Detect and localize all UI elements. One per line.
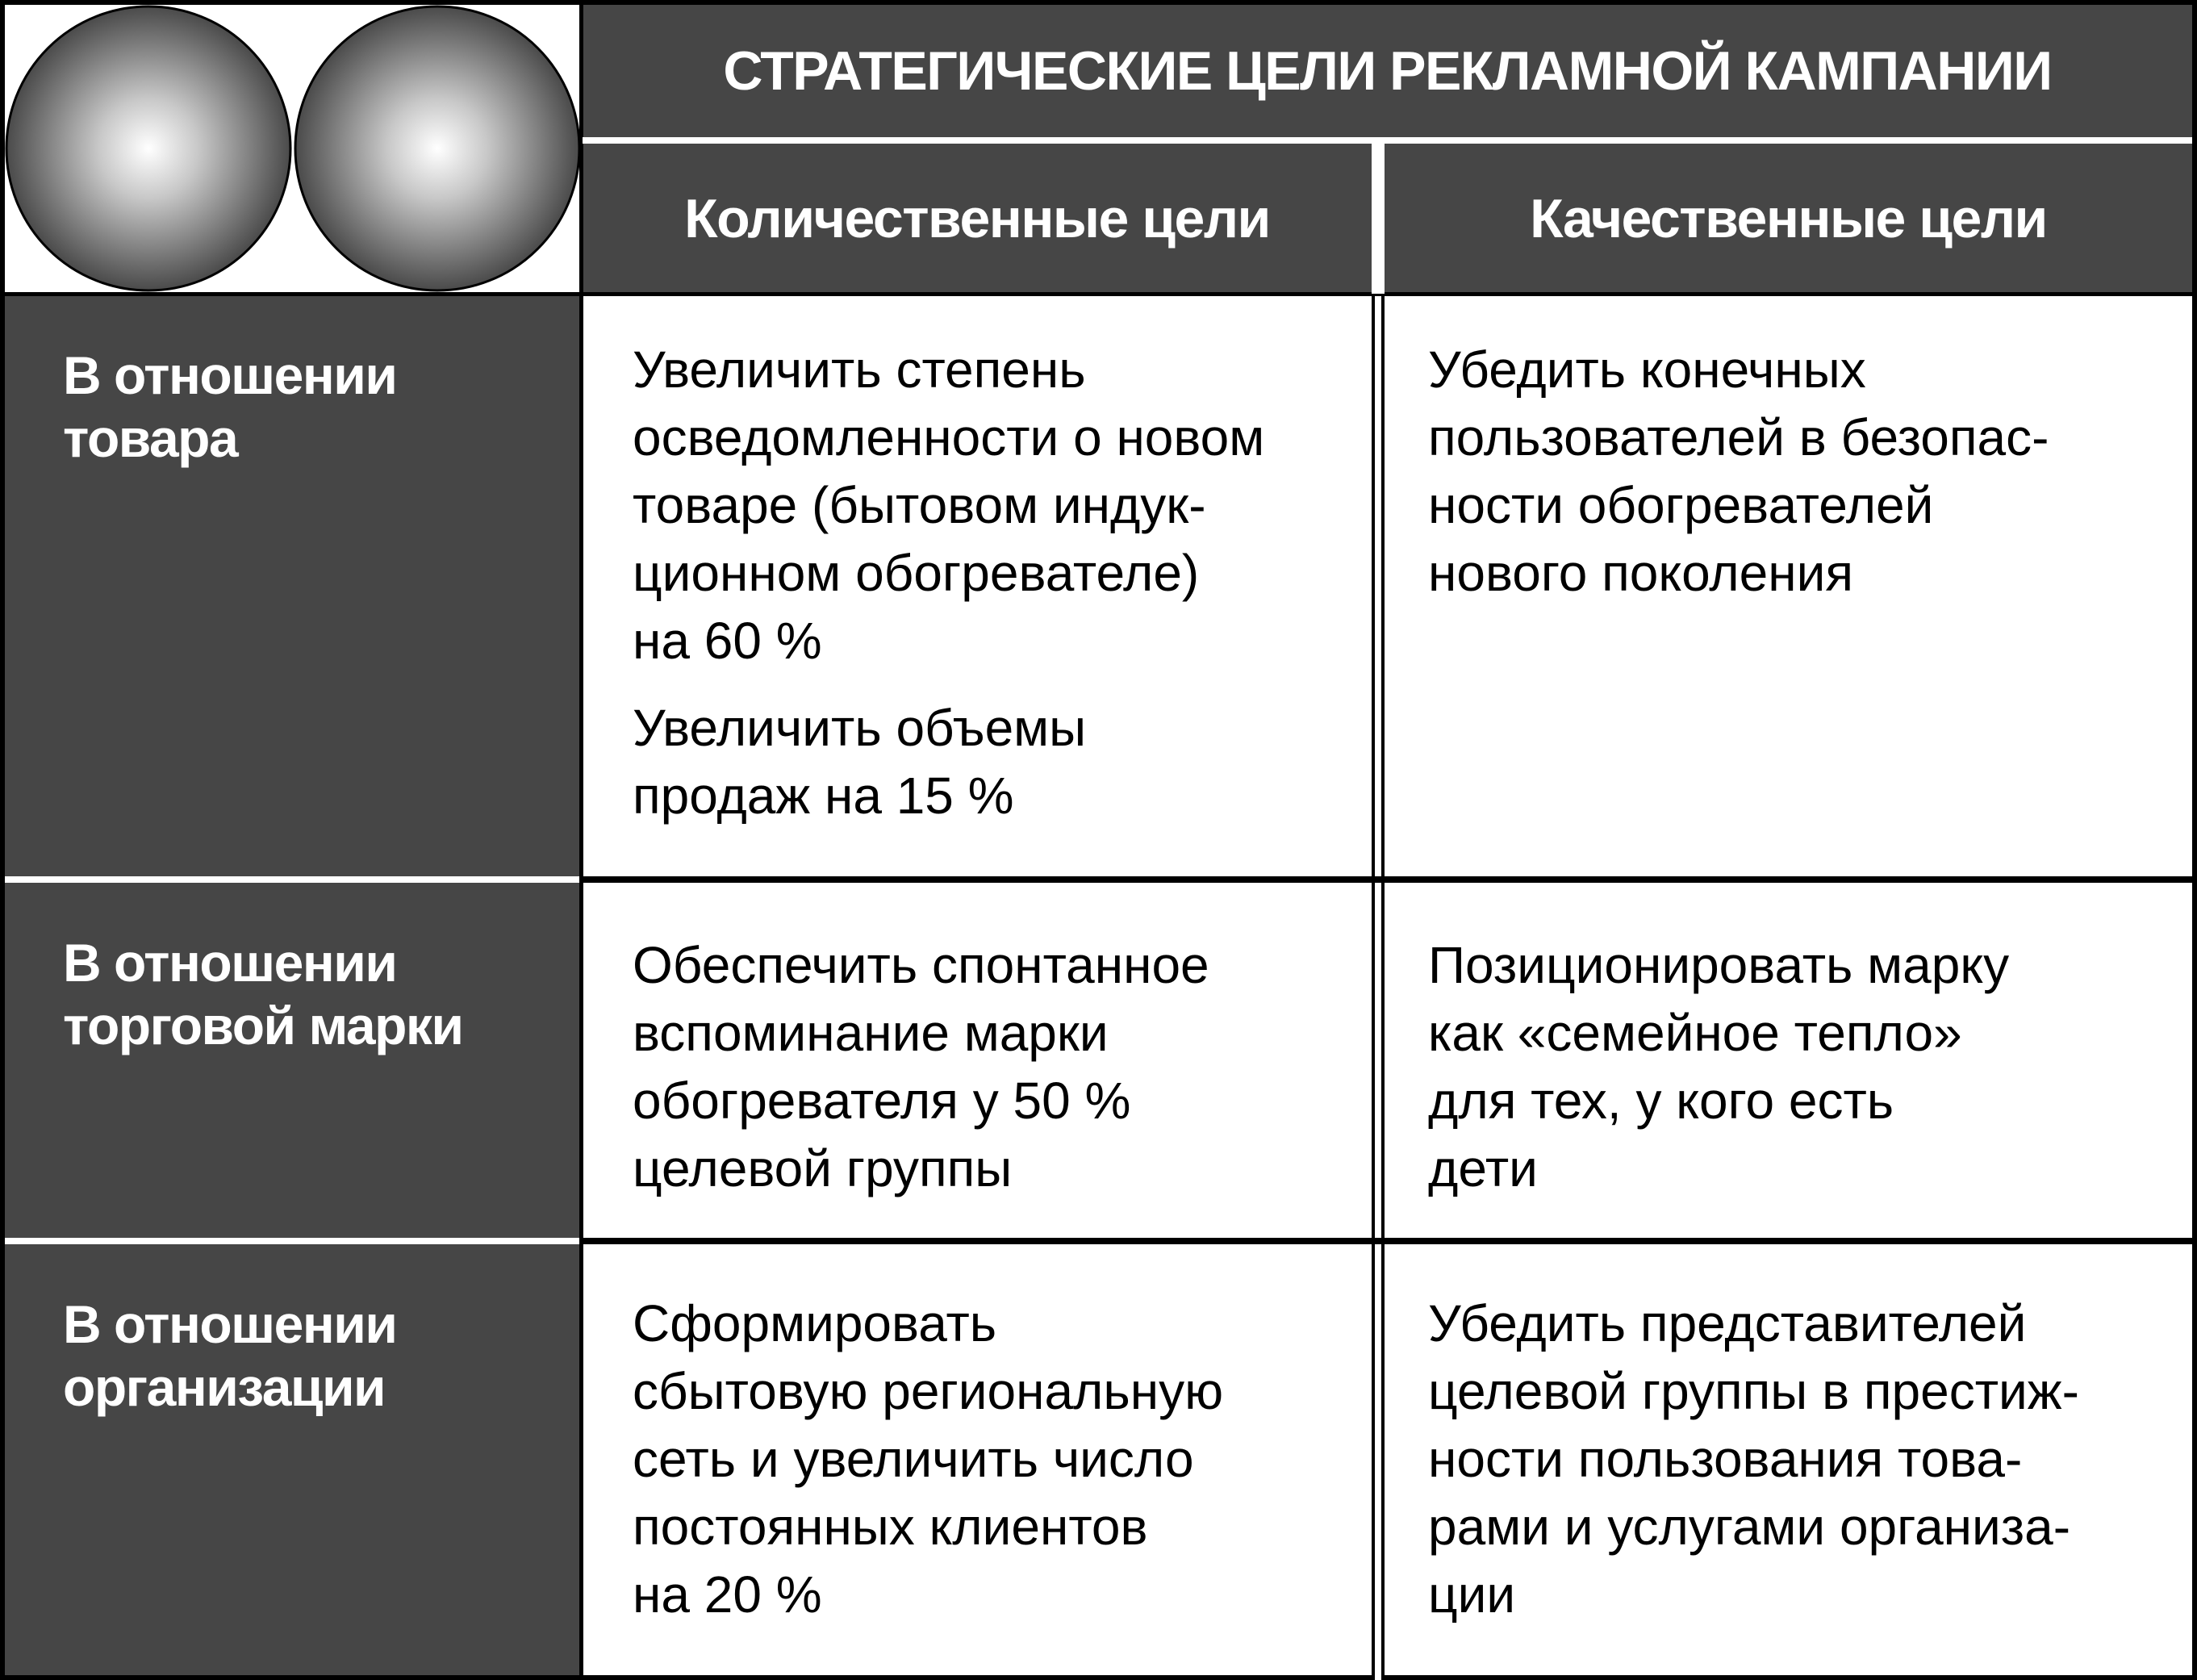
- text-line: целевой группы в престиж-: [1428, 1362, 2079, 1420]
- table-title: СТРАТЕГИЧЕСКИЕ ЦЕЛИ РЕКЛАМНОЙ КАМПАНИИ: [583, 5, 2192, 137]
- text-line: ности пользования това-: [1428, 1430, 2023, 1488]
- grid-vertical-2-edge-a: [1372, 295, 1375, 1680]
- cell-brand-quantitative: [583, 883, 1372, 1238]
- cell-product-qualitative: [1385, 295, 2192, 876]
- grid-border-bottom: [0, 1675, 2197, 1680]
- grid-horizontal-row1-b: [583, 880, 2192, 883]
- text-line: Убедить представителей: [1428, 1294, 2027, 1352]
- cell-organization-qualitative: [1385, 1244, 2192, 1675]
- text-line: Увеличить объемы: [633, 699, 1087, 757]
- paragraph-gap: [633, 675, 1355, 694]
- grid-horizontal-row2-b: [583, 1241, 2192, 1244]
- text-line: товаре (бытовом индук-: [633, 476, 1206, 534]
- text-line: на 20 %: [633, 1565, 822, 1624]
- row-header-brand: [5, 883, 581, 1238]
- grid-border-top: [0, 0, 2197, 5]
- cell-product-quantitative: [583, 295, 1372, 876]
- text-line: обогревателя у 50 %: [633, 1072, 1131, 1130]
- text-line: рами и услугами организа-: [1428, 1498, 2070, 1556]
- left-sphere-icon: [6, 6, 290, 290]
- text-line: пользователей в безопас-: [1428, 408, 2049, 466]
- text-line: на 60 %: [633, 612, 822, 670]
- row-header-line: товара: [63, 408, 238, 468]
- text-line: Сформировать: [633, 1294, 997, 1352]
- grid-border-right: [2192, 0, 2197, 1680]
- text-line: Позиционировать марку: [1428, 936, 2010, 994]
- text-line: как «семейное тепло»: [1428, 1004, 1962, 1062]
- row-header-organization: [5, 1244, 581, 1675]
- text-line: Убедить конечных: [1428, 341, 1866, 399]
- rowhead-white-separator-1: [5, 876, 579, 883]
- spheres-graphic: [5, 5, 581, 294]
- colhead-white-separator: [1372, 144, 1385, 294]
- text-line: продаж на 15 %: [633, 767, 1014, 825]
- text-line: ционном обогревателе): [633, 544, 1200, 602]
- grid-vertical-2-edge-b: [1381, 295, 1385, 1680]
- grid-border-left: [0, 0, 5, 1680]
- grid-vertical-1: [579, 0, 583, 1680]
- text-line: для тех, у кого есть: [1428, 1072, 1894, 1130]
- decorative-corner-cell: [5, 5, 581, 294]
- row-header-product: [5, 295, 581, 876]
- row-header-line: В отношении: [63, 1294, 397, 1354]
- column-header-qualitative: Качественные цели: [1385, 144, 2192, 294]
- row-header-line: В отношении: [63, 345, 397, 405]
- row-header-line: организации: [63, 1357, 386, 1417]
- text-line: осведомленности о новом: [633, 408, 1265, 466]
- grid-horizontal-header: [0, 292, 2197, 296]
- text-line: Обеспечить спонтанное: [633, 936, 1209, 994]
- row-header-line: торговой марки: [63, 996, 463, 1055]
- text-line: ции: [1428, 1565, 1516, 1624]
- right-sphere-icon: [295, 6, 579, 290]
- text-line: вспоминание марки: [633, 1004, 1109, 1062]
- text-line: постоянных клиентов: [633, 1498, 1148, 1556]
- cell-brand-qualitative: [1385, 883, 2192, 1238]
- header-white-separator: [583, 137, 2192, 144]
- column-header-quantitative: Количественные цели: [583, 144, 1372, 294]
- text-line: сбытовую региональную: [633, 1362, 1224, 1420]
- rowhead-white-separator-2: [5, 1238, 574, 1244]
- text-line: нового поколения: [1428, 544, 1853, 602]
- cell-organization-quantitative: [583, 1244, 1372, 1675]
- row-header-line: В отношении: [63, 933, 397, 993]
- text-line: сеть и увеличить число: [633, 1430, 1194, 1488]
- text-line: целевой группы: [633, 1139, 1013, 1197]
- text-line: ности обогревателей: [1428, 476, 1934, 534]
- text-line: дети: [1428, 1139, 1538, 1197]
- text-line: Увеличить степень: [633, 341, 1086, 399]
